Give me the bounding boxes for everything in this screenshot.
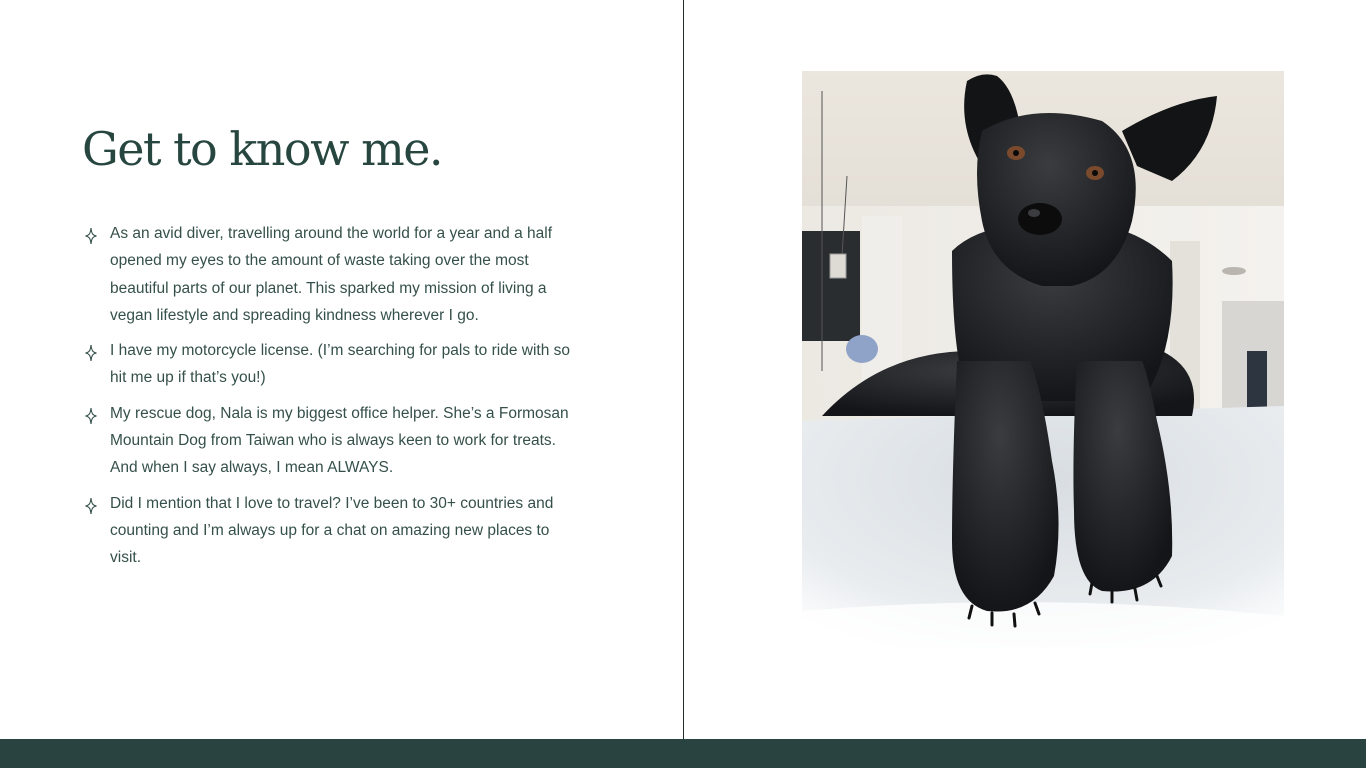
vertical-divider: [683, 0, 684, 739]
page-title: Get to know me.: [82, 122, 443, 176]
footer-bar: [0, 739, 1366, 768]
fact-text: As an avid diver, travelling around the world for a year and a half opened my eyes to the amount of waste taking over the most beautiful parts of our planet. This sparked my mission of living a vegan lifestyle and spreading kindness wherever I go.: [110, 225, 553, 324]
list-item: [82, 220, 582, 329]
sparkle-icon: [84, 344, 98, 362]
about-section: [82, 118, 582, 580]
sparkle-icon: [84, 497, 98, 515]
list-item: [82, 490, 582, 572]
sparkle-icon: [84, 227, 98, 245]
fact-text: I have my motorcycle license. (I’m searching for pals to ride with so hit me up if that’s you!): [110, 342, 571, 387]
fact-text: My rescue dog, Nala is my biggest office helper. She’s a Formosan Mountain Dog from Taiwan who is always keen to work for treats. And when I say always, I mean ALWAYS.: [110, 404, 569, 477]
sparkle-icon: [84, 407, 98, 425]
fact-list: [82, 220, 582, 572]
fact-text: Did I mention that I love to travel? I’ve been to 30+ countries and counting and I’m always up for a chat on amazing new places to visit.: [110, 494, 554, 567]
dog-photo: [802, 71, 1284, 649]
list-item: [82, 337, 582, 392]
list-item: [82, 400, 582, 482]
